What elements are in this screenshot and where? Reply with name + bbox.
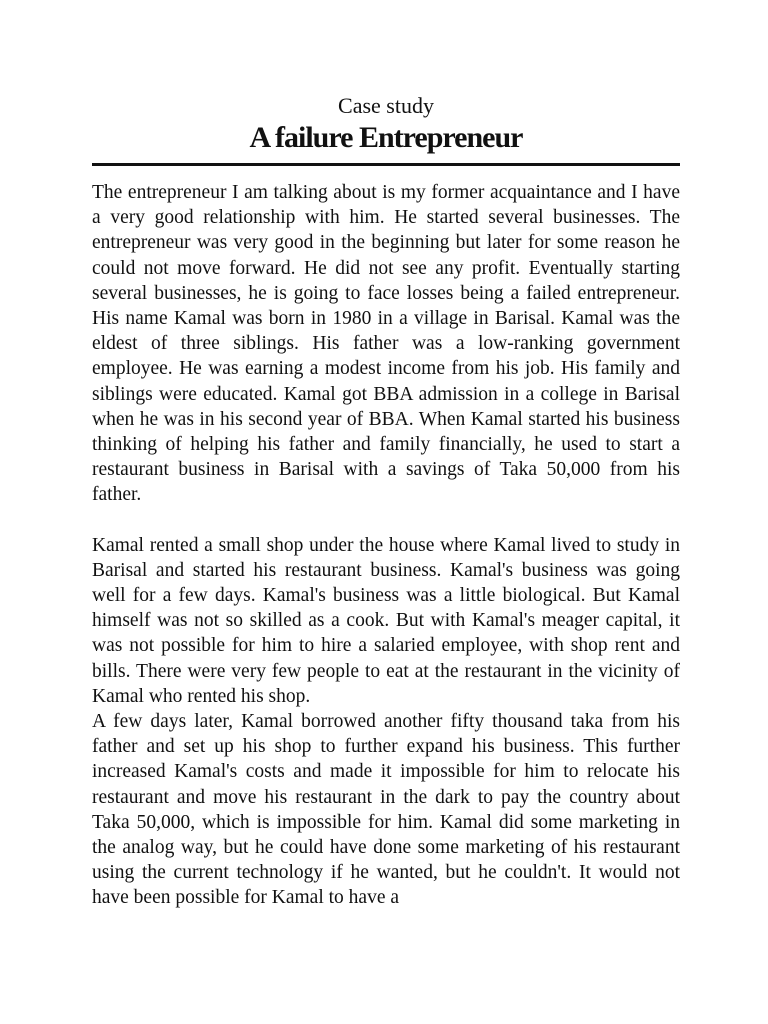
document-kicker: Case study xyxy=(338,93,434,118)
paragraph-1: The entrepreneur I am talking about is my former acquaintance and I have a very good relationship with him. He started several businesses. The entrepreneur was very good in the beginning but later for some reason he could not move forward. He did not see any profit. Eventually starting several businesses, he is going to face losses being a failed entrepreneur. His name Kamal was born in 1980 in a village in Barisal. Kamal was the eldest of three siblings. His father was a low-ranking government employee. He was earning a modest income from his job. His family and siblings were educated. Kamal got BBA admission in a college in Barisal when he was in his second year of BBA. When Kamal started his business thinking of helping his father and family financially, he used to start a restaurant business in Barisal with a savings of Taka 50,000 from his father. xyxy=(92,182,680,506)
document-body xyxy=(92,180,680,911)
document-page xyxy=(92,0,680,1024)
title-divider xyxy=(92,163,680,166)
paragraph-2: Kamal rented a small shop under the house where Kamal lived to study in Barisal and started his restaurant business. Kamal's business was going well for a few days. Kamal's business was a little biological. But Kamal himself was not so skilled as a cook. But with Kamal's meager capital, it was not possible for him to hire a salaried employee, with shop rent and bills. There were very few people to eat at the restaurant in the vicinity of Kamal who rented his shop. xyxy=(92,534,680,707)
document-title: A failure Entrepreneur xyxy=(249,121,523,154)
paragraph-3: A few days later, Kamal borrowed another fifty thousand taka from his father and set up his shop to further expand his business. This further increased Kamal's costs and made it impossible for him to relocate his restaurant and move his restaurant in the dark to pay the country about Taka 50,000, which is impossible for him. Kamal did some marketing in the analog way, but he could have done some marketing of his restaurant using the current technology if he wanted, but he couldn't. It would not have been possible for Kamal to have a xyxy=(92,711,680,909)
